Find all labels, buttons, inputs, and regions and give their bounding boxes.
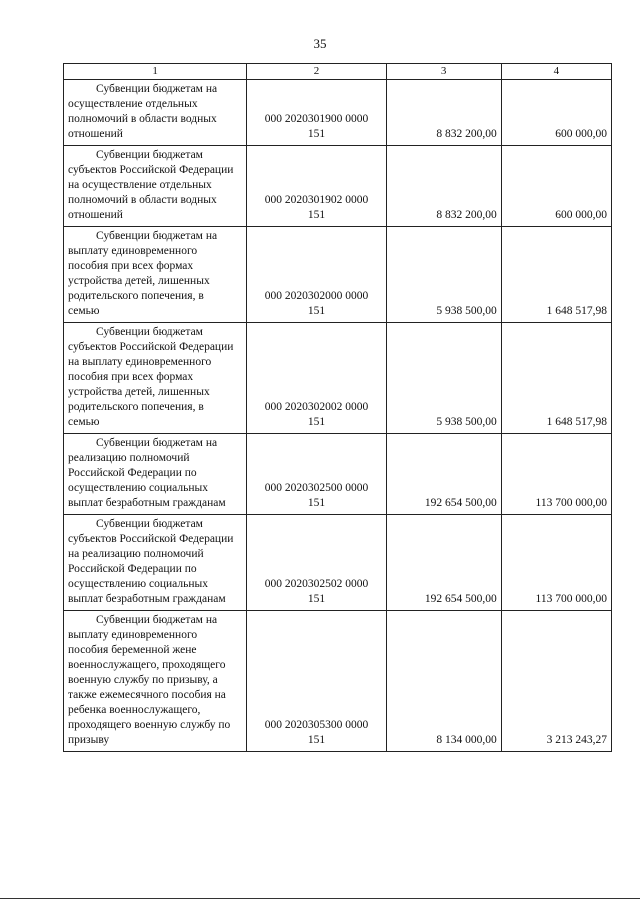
row-code: 000 2020302502 0000 151 — [264, 578, 369, 605]
budget-table — [63, 63, 612, 752]
row-code-cell — [247, 434, 386, 515]
table-row — [64, 515, 612, 611]
row-amount-fact: 1 648 517,98 — [501, 227, 611, 323]
table-row — [64, 80, 612, 146]
row-code: 000 2020302000 0000 151 — [264, 290, 369, 317]
row-code-cell — [247, 323, 386, 434]
table-row — [64, 611, 612, 752]
table-row — [64, 434, 612, 515]
row-name: Субвенции бюджетам субъектов Российской Федерации на осуществление отдельных полномочий в области водных отношений — [68, 149, 234, 221]
row-amount-plan: 192 654 500,00 — [386, 515, 501, 611]
row-amount-plan: 8 832 200,00 — [386, 146, 501, 227]
row-amount-plan: 5 938 500,00 — [386, 227, 501, 323]
row-code: 000 2020302002 0000 151 — [264, 401, 369, 428]
table-row — [64, 227, 612, 323]
row-code: 000 2020301902 0000 151 — [264, 194, 369, 221]
row-code-cell — [247, 611, 386, 752]
row-amount-fact: 600 000,00 — [501, 80, 611, 146]
row-name-cell — [64, 146, 247, 227]
row-amount-fact: 3 213 243,27 — [501, 611, 611, 752]
row-name: Субвенции бюджетам субъектов Российской Федерации на выплату единовременного пособия при всех формах устройства детей, лишенных родительского попечения, в семью — [68, 326, 234, 428]
header-cell-3: 3 — [386, 64, 501, 80]
header-row — [64, 64, 612, 80]
page-number: 35 — [313, 36, 327, 51]
header-cell-4: 4 — [501, 64, 611, 80]
row-code: 000 2020305300 0000 151 — [264, 719, 369, 746]
row-name-cell — [64, 227, 247, 323]
page-bottom-divider — [0, 898, 640, 899]
row-amount-plan: 8 134 000,00 — [386, 611, 501, 752]
row-code-cell — [247, 80, 386, 146]
row-name-cell — [64, 80, 247, 146]
row-name-cell — [64, 611, 247, 752]
row-name: Субвенции бюджетам на реализацию полномочий Российской Федерации по осуществлению социальных выплат безработным гражданам — [68, 437, 226, 509]
table-row — [64, 146, 612, 227]
table-row — [64, 323, 612, 434]
row-amount-fact: 113 700 000,00 — [501, 434, 611, 515]
row-amount-fact: 1 648 517,98 — [501, 323, 611, 434]
row-name-cell — [64, 434, 247, 515]
row-code-cell — [247, 146, 386, 227]
row-code: 000 2020301900 0000 151 — [264, 113, 369, 140]
row-amount-plan: 192 654 500,00 — [386, 434, 501, 515]
row-code-cell — [247, 227, 386, 323]
row-code: 000 2020302500 0000 151 — [264, 482, 369, 509]
row-name: Субвенции бюджетам на выплату единовременного пособия беременной жене военнослужащего, проходящего военную службу по призыву, а также ежемесячного пособия на ребенка военнослужащего, проходящего военную службу по призыву — [68, 614, 231, 746]
row-amount-plan: 8 832 200,00 — [386, 80, 501, 146]
header-cell-2: 2 — [247, 64, 386, 80]
row-amount-plan: 5 938 500,00 — [386, 323, 501, 434]
row-name-cell — [64, 323, 247, 434]
row-amount-fact: 113 700 000,00 — [501, 515, 611, 611]
row-code-cell — [247, 515, 386, 611]
header-cell-1: 1 — [64, 64, 247, 80]
row-name: Субвенции бюджетам субъектов Российской Федерации на реализацию полномочий Российской Федерации по осуществлению социальных выплат безработным гражданам — [68, 518, 234, 605]
row-name-cell — [64, 515, 247, 611]
row-name: Субвенции бюджетам на осуществление отдельных полномочий в области водных отношений — [68, 83, 218, 140]
row-amount-fact: 600 000,00 — [501, 146, 611, 227]
row-name: Субвенции бюджетам на выплату единовременного пособия при всех формах устройства детей, лишенных родительского попечения, в семью — [68, 230, 218, 317]
